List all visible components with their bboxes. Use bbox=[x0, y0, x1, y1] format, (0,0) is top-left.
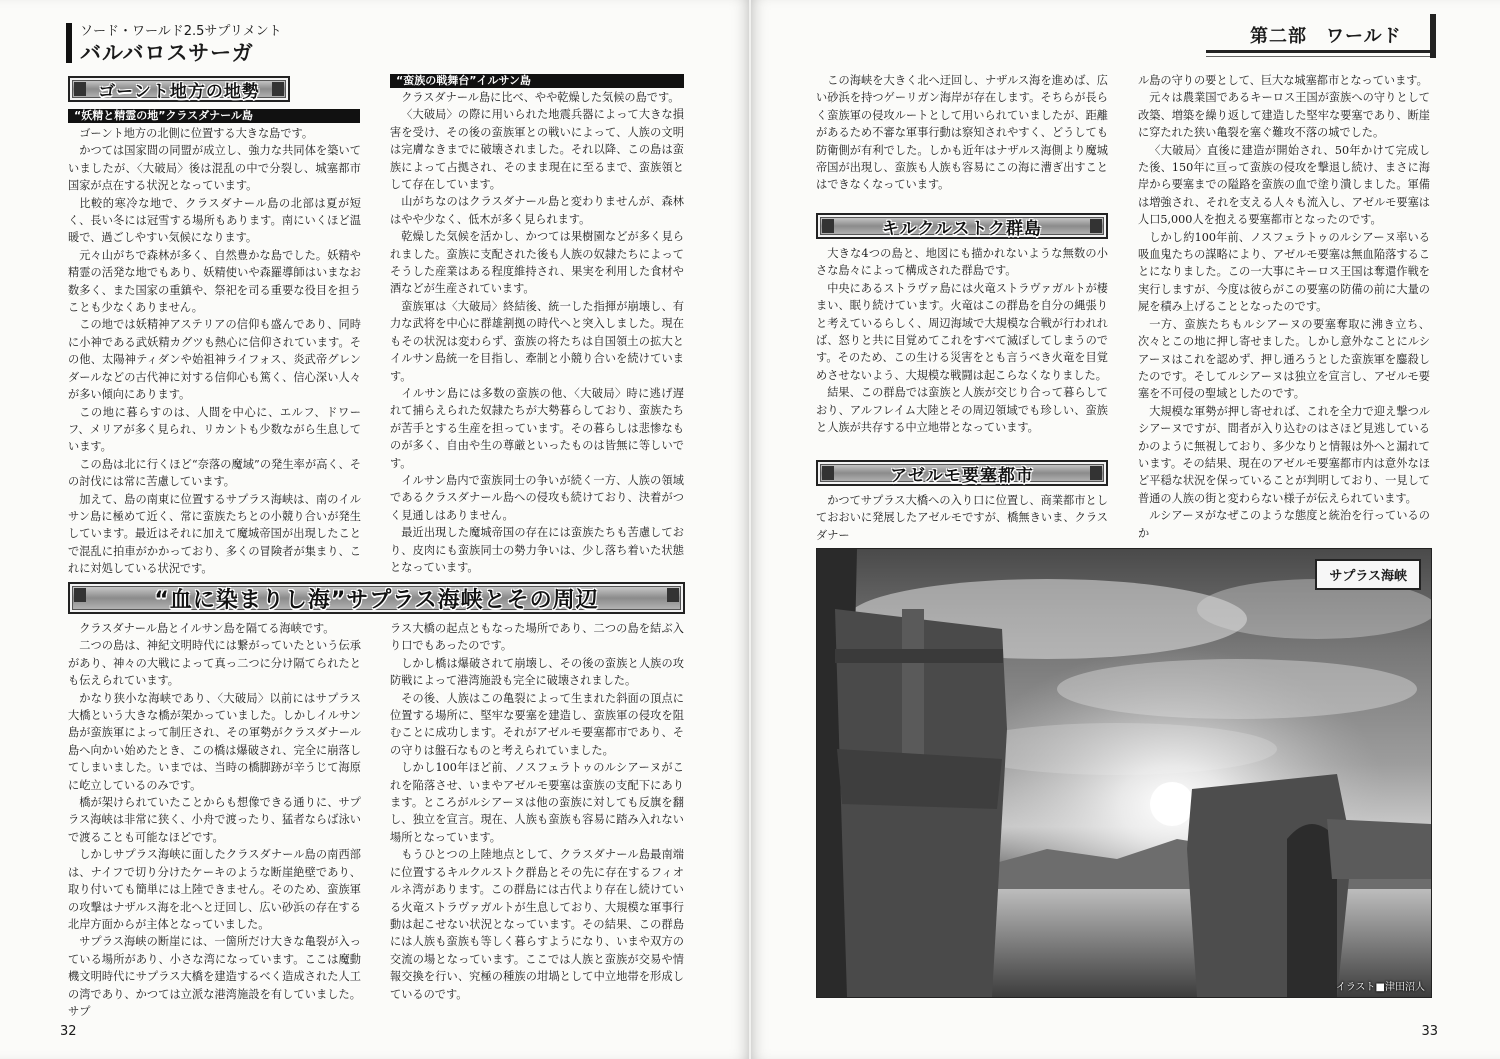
series-subtitle: ソード・ワールド2.5サプリメント bbox=[80, 24, 282, 39]
page-number-left: 32 bbox=[60, 1024, 77, 1039]
paragraph: 加えて、島の南東に位置するサプラス海峡は、南のイルサン島に極めて近く、常に蛮族たちとの小競り合いが発生しています。最近はそれに加えて魔城帝国が出現したことで混乱に拍車がかかっており、多くの冒険者が集まり、これに対処している状況です。 bbox=[68, 492, 361, 576]
illustration-credit: イラスト■津田沼人 bbox=[1335, 982, 1425, 993]
sun bbox=[1150, 782, 1194, 826]
bridge-remnant bbox=[1327, 819, 1431, 879]
series-title: バルバロスサーガ bbox=[80, 41, 254, 65]
paragraph: しかし橋は爆破されて崩壊し、その後の蛮族と人族の攻防戦によって港湾施設も完全に破壊されました。 bbox=[390, 656, 684, 688]
section-banner-kirkulstok-text: キルクルストク群島 bbox=[881, 218, 1043, 239]
paragraph: 橋が架けられていたことからも想像できる通りに、サプラス海峡は非常に狭く、小舟で渡ったり、猛者ならば泳いで渡ることも可能なほどです。 bbox=[68, 796, 361, 844]
paragraph: かなり狭小な海峡であり、〈大破局〉以前にはサプラス大橋という大きな橋が架かっていました。しかしイルサン島が蛮族軍によって制圧され、その軍勢がクラスダナール島へ向かい始めたとき、この橋は爆破され、完全に崩落してしまいました。いまでは、当時の橋脚跡が辛うじて海原に屹立しているのみです。 bbox=[68, 691, 361, 792]
paragraph: ラス大橋の起点ともなった場所であり、二つの島を結ぶ入り口でもあったのです。 bbox=[390, 622, 684, 653]
paragraph: 乾燥した気候を活かし、かつては果樹園などが多く見られました。蛮族に支配された後も人族の奴隷たちによってそうした産業はある程度維持され、果実を利用した食材や酒などが生産されています。 bbox=[390, 230, 684, 296]
paragraph: 山がちなのはクラスダナール島と変わりませんが、森林はやや少なく、低木が多く見られます。 bbox=[390, 195, 684, 226]
right-page bbox=[751, 0, 1500, 1059]
column-ilsan bbox=[390, 89, 684, 576]
tower-archway bbox=[1287, 824, 1337, 997]
paragraph: イルサン島内で蛮族同士の争いが続く一方、人族の領域であるクラスダナール島への侵攻も続けており、決着がつく見通しはありません。 bbox=[390, 473, 684, 522]
part-header-cap bbox=[1430, 14, 1436, 58]
paragraph: 蛮族軍は〈大破局〉終結後、統一した指揮が崩壊し、有力な武将を中心に群雄割拠の時代へと突入しました。現在もその状況は変わらず、蛮族の将たちは自国領土の拡大とイルサン島統一を目指し、牽制と小競り合いを続けています。 bbox=[390, 299, 684, 383]
paragraph: ル島の守りの要として、巨大な城塞都市となっています。 bbox=[1138, 74, 1428, 87]
paragraph: この島は北に行くほど“奈落の魔域”の発生率が高く、その討伐には常に苦慮しています。 bbox=[68, 457, 361, 489]
paragraph: 一方、蛮族たちもルシアーヌの要塞奪取に沸き立ち、次々とこの地に押し寄せました。しかし意外なことにルシアーヌはこれを認めず、押し通ろうとした蛮族軍を鏖殺したのです。そしてルシアーヌは独立を宣言し、アゼルモ要塞を不可侵の聖域としたのです。 bbox=[1138, 317, 1430, 401]
paragraph: 〈大破局〉直後に建造が開始され、50年かけて完成した後、150年に亘って蛮族の侵攻を撃退し続け、まさに海岸から要塞までの隘路を蛮族の血で塗り潰しました。軍備は増強され、それを支える人々も流入し、アゼルモ要塞は人口5,000人を抱える要塞都市となったのです。 bbox=[1138, 143, 1430, 227]
paragraph: かつては国家間の同盟が成立し、強力な共同体を築いていましたが、〈大破局〉後は混乱の中で分裂し、城塞都市国家が点在する状況となっています。 bbox=[68, 144, 361, 193]
paragraph: しかし100年ほど前、ノスフェラトゥのルシアーヌがこれを陥落させ、いまやアゼルモ要塞は蛮族の支配下にあります。ところがルシアーヌは他の蛮族に対しても反旗を翻し、独立を宣言。現在、人族も蛮族も容易に踏み入れない場所となっています。 bbox=[390, 761, 684, 844]
fortress-parapet bbox=[835, 649, 1003, 663]
paragraph: しかし約100年前、ノスフェラトゥのルシアーヌ率いる吸血鬼たちの謀略により、アゼルモ要塞は無血陥落することになりました。この一大事にキーロス王国は奪還作戦を実行しますが、今度は彼らがこの要塞の防備の前に大量の屍を積み上げることとなったのです。 bbox=[1138, 230, 1430, 314]
paragraph: 二つの島は、神紀文明時代には繋がっていたという伝承があり、神々の大戦によって真っ二つに分け隔てられたとも伝えられています。 bbox=[68, 639, 361, 688]
section-banner-azelmo bbox=[816, 460, 1108, 486]
paragraph: かつてサプラス大橋への入り口に位置し、商業都市としておおいに発展したアゼルモですが、橋無きいま、クラスダナー bbox=[816, 494, 1108, 542]
part-header bbox=[1206, 14, 1436, 64]
paragraph: ルシアーヌがなぜこのような態度と統治を行っているのか bbox=[1138, 509, 1430, 540]
section-banner-saplas-text: “血に染まりし海”サプラス海峡とその周辺 bbox=[154, 587, 599, 613]
left-page bbox=[0, 0, 749, 1059]
subhead-ilsan: “蛮族の戦舞台”イルサン島 bbox=[390, 74, 684, 88]
paragraph: もうひとつの上陸地点として、クラスダナール島最南端に位置するキルクルストク群島とその先に存在するフィオルネ湾があります。この群島には古代より存在し続けている火竜ストラヴァガルトが生息しており、大規模な軍事行動は起こせない状況となっています。その結果、この群島には人族も蛮族も等しく暮らすようになり、いまや双方の交流の場となっています。ここでは人族と蛮族が交易や情報交換を行い、究極の種族の坩堝として中立地帯を形成しているのです。 bbox=[390, 848, 684, 1001]
paragraph: 最近出現した魔城帝国の存在には蛮族たちも苦慮しており、皮肉にも蛮族同士の勢力争いは、少し落ち着いた状態となっています。 bbox=[390, 526, 684, 574]
part-title: 第二部 ワールド bbox=[1250, 26, 1402, 47]
paragraph: クラスダナール島とイルサン島を隔てる海峡です。 bbox=[79, 622, 335, 635]
column-kirkulstok bbox=[816, 245, 1108, 436]
series-bar-decoration bbox=[66, 23, 72, 63]
paragraph: この地に暮らすのは、人間を中心に、エルフ、ドワーフ、メリアが多く見られ、リカントも少数ながら生息しています。 bbox=[68, 405, 361, 454]
part-header-rule bbox=[1206, 50, 1436, 53]
part-header-rule-thin bbox=[1206, 56, 1436, 57]
paragraph: 大規模な軍勢が押し寄せれば、これを全力で迎え撃つルシアーヌですが、間者が入り込むのはさほど見逃しているかのように無視しており、多少なりと情報は外へと漏れています。その結果、現在のアゼルモ要塞都市内は意外なほど平穏な状況を保っていることが判明しており、一見して普通の人族の街と変わらない様子が伝えられています。 bbox=[1138, 404, 1430, 505]
paragraph: 大きな4つの島と、地図にも描かれないような無数の小さな島々によって構成された群島です。 bbox=[816, 247, 1108, 278]
paragraph: この海峡を大きく北へ迂回し、ナザルス海を進めば、広い砂浜を持つゲーリガン海岸が存在します。そちらが長らく蛮族軍の侵攻ルートとして用いられていましたが、距離があるため不審な軍事行動は察知されやすく、どうしても防衛側が有利でした。しかも近年はナザルス海側より魔城帝国が出現し、蛮族も人族も容易にこの海に漕ぎ出すことはできなくなっています。 bbox=[816, 74, 1108, 192]
column-crassdanar bbox=[68, 125, 361, 578]
illustration-artwork bbox=[817, 549, 1431, 997]
section-banner-gaunt bbox=[68, 76, 290, 102]
subhead-crassdanar: “妖精と精霊の地”クラスダナール島 bbox=[68, 109, 360, 123]
column-saplas-2 bbox=[390, 620, 684, 1003]
section-banner-gaunt-text: ゴーント地方の地勢 bbox=[98, 81, 260, 102]
paragraph: 比較的寒冷な地で、クラスダナール島の北部は夏が短く、長い冬には冠雪する場所もあります。南にいくほど温暖で、過ごしやすい気候になります。 bbox=[68, 196, 361, 245]
column-saplas-1 bbox=[68, 620, 361, 1020]
section-banner-azelmo-text: アゼルモ要塞都市 bbox=[890, 465, 1034, 486]
column-azelmo-continued bbox=[1138, 72, 1430, 542]
illustration-caption: サプラス海峡 bbox=[1315, 559, 1421, 590]
column-azelmo bbox=[816, 492, 1108, 544]
paragraph: ゴーント地方の北側に位置する大きな島です。 bbox=[79, 127, 314, 140]
paragraph: 中央にあるストラヴァ島には火竜ストラヴァガルトが棲まい、眠り続けています。火竜はこの群島を自分の縄張りと考えているらしく、周辺海域で大規模な合戦が行われれば、怒りと共に目覚めてこれをすべて滅ぼしてしまうのです。そのため、この生ける災害をとも言うべき火竜を目覚めさせないよう、大規模な戦闘は起こらなくなりました。 bbox=[816, 281, 1108, 382]
section-banner-kirkulstok bbox=[816, 213, 1108, 239]
paragraph: 元々は農業国であるキーロス王国が蛮族への守りとして改築、増築を繰り返して建造した堅牢な要塞であり、断崖に穿たれた狭い亀裂を塞ぐ難攻不落の城でした。 bbox=[1138, 91, 1430, 140]
paragraph: サプラス海峡の断崖には、一箇所だけ大きな亀裂が入っている場所があり、小さな湾になっています。ここは魔動機文明時代にサプラス大橋を建造するべく造成された人工の湾であり、かつては立派な港湾施設を有していました。サプ bbox=[68, 935, 361, 1018]
page-number-right: 33 bbox=[1421, 1024, 1438, 1039]
section-banner-saplas bbox=[68, 582, 685, 614]
paragraph: しかしサプラス海峡に面したクラスダナール島の南西部は、ナイフで切り分けたケーキのような断崖絶壁であり、取り付いても簡単には上陸できません。そのため、蛮族軍の攻撃はナザルス海を北へと迂回し、広い砂浜の存在する北岸方面からが主体となっていました。 bbox=[68, 848, 361, 931]
paragraph: イルサン島には多数の蛮族の他、〈大破局〉時に逃げ遅れて捕らえられた奴隷たちが大勢暮らしており、蛮族たちが苦手とする生産を担っています。その暮らしは悲惨なものが多く、自由や生の尊厳といったものは皆無に等しいです。 bbox=[390, 386, 684, 470]
paragraph: この地では妖精神アステリアの信仰も盛んであり、同時に小神である武妖精カグツも熱心に信仰されています。その他、太陽神ティダンや始祖神ライフォス、炎武帝グレンダールなどの古代神に対する信仰心も篤く、信心深い人々が多い傾向にあります。 bbox=[68, 318, 361, 402]
paragraph: その後、人族はこの亀裂によって生まれた斜面の頂点に位置する場所に、堅牢な要塞を建造し、蛮族軍の侵攻を阻むことに成功します。それがアゼルモ要塞都市であり、その守りは盤石なものと考えられていました。 bbox=[390, 691, 684, 757]
paragraph: 元々山がちで森林が多く、自然豊かな島でした。妖精や精霊の活発な地でもあり、妖精使いや森羅導師はいまなお数多く、また国家の重鎮や、祭祀を司る重要な役目を担うことも少なくありません。 bbox=[68, 248, 361, 315]
paragraph: クラスダナール島に比べ、やや乾燥した気候の島です。 bbox=[401, 91, 680, 104]
column-naxars bbox=[816, 72, 1108, 194]
illustration-saplas-strait bbox=[816, 548, 1432, 998]
paragraph: 結果、この群島では蛮族と人族が交じり合って暮らしており、アルフレイム大陸とその周辺領域でも珍しい、蛮族と人族が共存する中立地帯となっています。 bbox=[816, 386, 1108, 435]
fortress-arch-row bbox=[837, 749, 1002, 809]
paragraph: 〈大破局〉の際に用いられた地震兵器によって大きな損害を受け、その後の蛮族軍との戦いによって、人族の文明は完膚なきまでに破壊されました。それ以降、この島は蛮族によって占拠され、そのまま現在に至るまで、蛮族領として存在しています。 bbox=[390, 108, 684, 192]
